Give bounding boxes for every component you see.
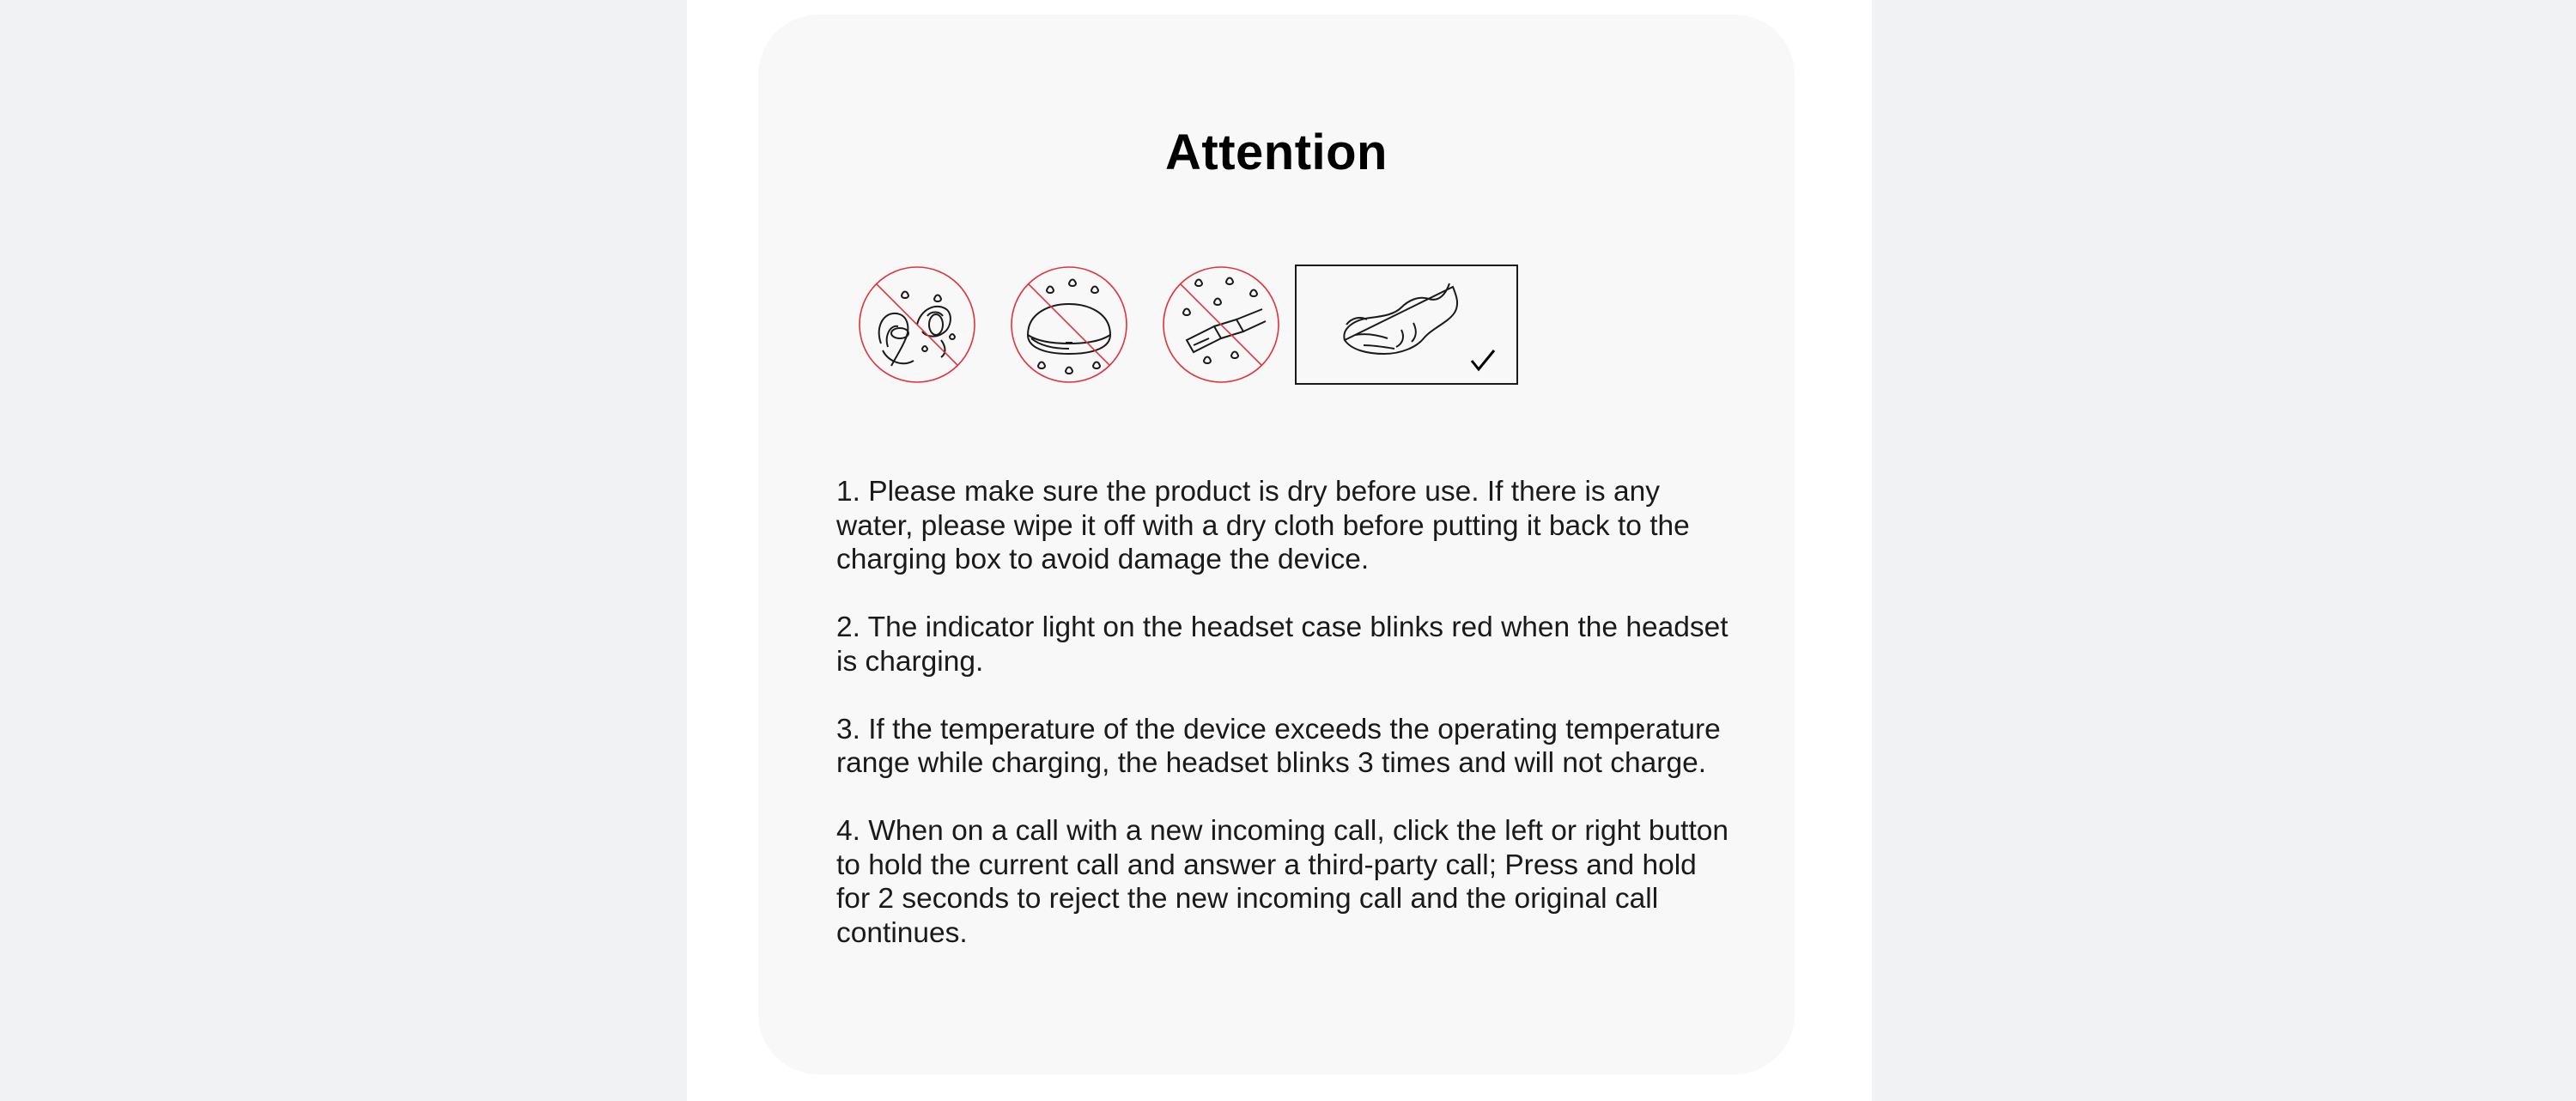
note-item: 4. When on a call with a new incoming call, click the left or right button to hold the current call and answer a third-party call; Press and hold for 2 seconds to reject the new incoming call and the original call continues. (836, 815, 1729, 949)
content-column (687, 0, 1872, 1101)
wipe-dry-with-cloth-icon (1295, 265, 1518, 385)
attention-card (758, 15, 1795, 1074)
note-item: 2. The indicator light on the headset case blinks red when the headset is charging. (836, 611, 1728, 678)
note-item: 3. If the temperature of the device exceeds the operating temperature range while charging, the headset blinks 3 times and will not charge. (836, 713, 1721, 779)
attention-notes (836, 475, 1729, 984)
no-water-earbuds-icon (857, 265, 977, 385)
note-item: 1. Please make sure the product is dry before use. If there is any water, please wipe it off with a dry cloth before putting it back to the charging box to avoid damage the device. (836, 476, 1690, 575)
no-water-charging-cable-icon (1161, 265, 1281, 385)
card-title: Attention (1165, 125, 1388, 180)
no-water-charging-case-icon (1009, 265, 1129, 385)
illustration-row (758, 15, 1795, 410)
